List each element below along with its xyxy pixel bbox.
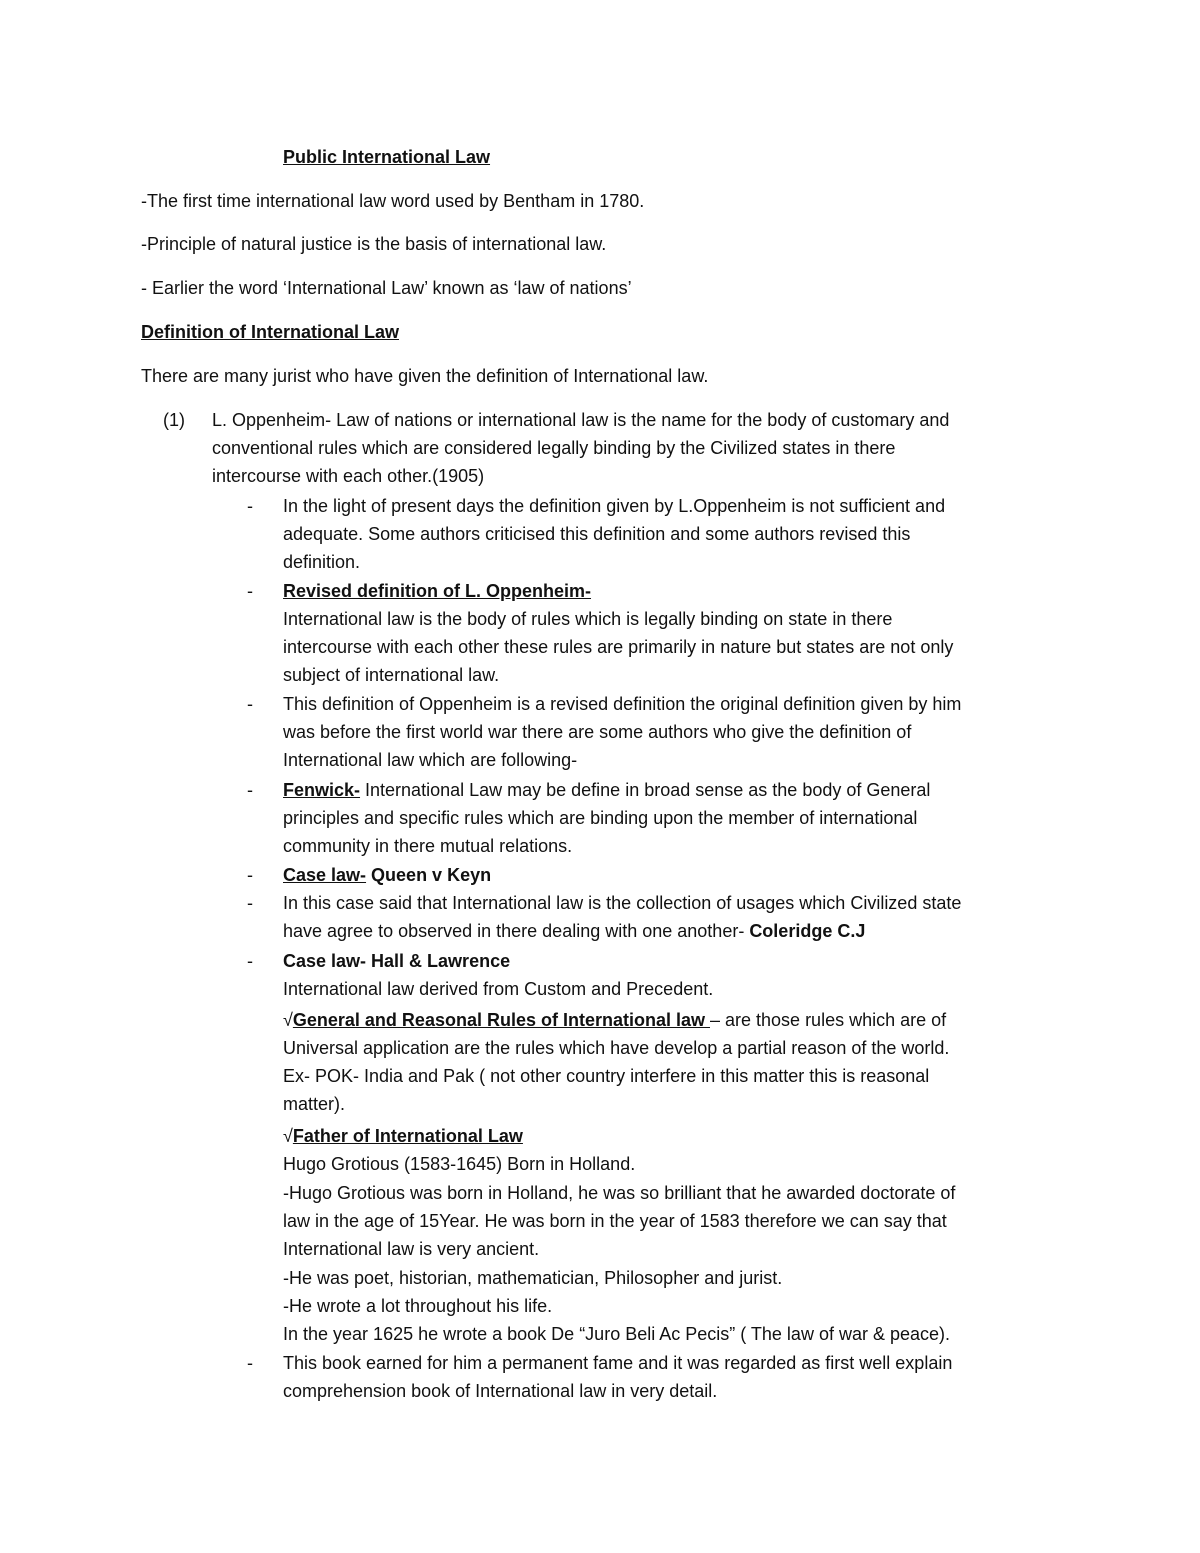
bullet1-line-3: definition. (283, 552, 361, 572)
bullet-dash: - (247, 581, 253, 601)
hall-lawrence-line: International law derived from Custom and Precedent. (283, 979, 714, 999)
bullet6-text: have agree to observed in there dealing with one another- (283, 921, 750, 941)
page-title: Public International Law (283, 147, 491, 167)
bullet-dash: - (247, 893, 253, 913)
fenwick-line-3: community in there mutual relations. (283, 836, 573, 856)
father-heading-line (283, 1124, 523, 1148)
rules-text: – are those rules which are of (710, 1010, 947, 1030)
bullet1-line-2: adequate. Some authors criticised this definition and some authors revised this (283, 524, 911, 544)
fenwick-label: Fenwick- (283, 780, 361, 800)
bullet-dash: - (247, 694, 253, 714)
bullet6-line-1: In this case said that International law is the collection of usages which Civilized state (283, 893, 962, 913)
bullet6-line-2 (283, 919, 865, 943)
bullet-dash: - (247, 1353, 253, 1373)
bullet-dash: - (247, 780, 253, 800)
father-line-5: -He was poet, historian, mathematician, Philosopher and jurist. (283, 1268, 783, 1288)
bullet-dash: - (247, 496, 253, 516)
father-line-2: -Hugo Grotious was born in Holland, he was so brilliant that he awarded doctorate of (283, 1183, 956, 1203)
fenwick-line-2: principles and specific rules which are binding upon the member of international (283, 808, 918, 828)
rules-line-4: matter). (283, 1094, 346, 1114)
fenwick-text: International Law may be define in broad sense as the body of General (360, 780, 931, 800)
list-number: (1) (163, 410, 185, 430)
item1-line-2: conventional rules which are considered legally binding by the Civilized states in there (212, 438, 896, 458)
case-law-queen-keyn (283, 863, 491, 887)
case-law-hall-lawrence: Case law- Hall & Lawrence (283, 951, 511, 971)
bullet3-line-3: International law which are following- (283, 750, 578, 770)
bullet2-line-3: subject of international law. (283, 665, 500, 685)
bullet2-line-2: intercourse with each other these rules are primarily in nature but states are not only (283, 637, 954, 657)
bullet2-line-1: International law is the body of rules which is legally binding on state in there (283, 609, 893, 629)
father-line-6: -He wrote a lot throughout his life. (283, 1296, 553, 1316)
rules-line-1 (283, 1008, 946, 1032)
father-line-4: International law is very ancient. (283, 1239, 540, 1259)
fenwick-line-1 (283, 778, 930, 802)
item1-line-1: L. Oppenheim- Law of nations or international law is the name for the body of customary and (212, 410, 950, 430)
father-line-1: Hugo Grotious (1583-1645) Born in Holland. (283, 1154, 636, 1174)
judge-name: Coleridge C.J (749, 921, 866, 941)
definition-heading: Definition of International Law (141, 322, 399, 342)
bullet1-line-1: In the light of present days the definition given by L.Oppenheim is not sufficient and (283, 496, 946, 516)
father-line-3: law in the age of 15Year. He was born in the year of 1583 therefore we can say that (283, 1211, 947, 1231)
check-icon: √ (283, 1126, 293, 1146)
rules-line-3: Ex- POK- India and Pak ( not other country interfere in this matter this is reasonal (283, 1066, 930, 1086)
father-line-7: In the year 1625 he wrote a book De “Juro Beli Ac Pecis” ( The law of war & peace). (283, 1324, 951, 1344)
definition-intro: There are many jurist who have given the definition of International law. (141, 366, 709, 386)
bullet-dash: - (247, 951, 253, 971)
revised-definition-heading: Revised definition of L. Oppenheim- (283, 581, 592, 601)
intro-line-3: - Earlier the word ‘International Law’ known as ‘law of nations’ (141, 278, 632, 298)
bullet-dash: - (247, 865, 253, 885)
case-name: Queen v Keyn (366, 865, 492, 885)
intro-line-2: -Principle of natural justice is the basis of international law. (141, 234, 607, 254)
bullet8-line-2: comprehension book of International law in very detail. (283, 1381, 718, 1401)
case-law-label: Case law- (283, 865, 367, 885)
bullet3-line-2: was before the first world war there are some authors who give the definition of (283, 722, 912, 742)
check-icon: √ (283, 1010, 293, 1030)
rules-heading: General and Reasonal Rules of International law (292, 1010, 710, 1030)
item1-line-3: intercourse with each other.(1905) (212, 466, 485, 486)
father-heading: Father of International Law (292, 1126, 523, 1146)
rules-line-2: Universal application are the rules which have develop a partial reason of the world. (283, 1038, 950, 1058)
bullet8-line-1: This book earned for him a permanent fame and it was regarded as first well explain (283, 1353, 953, 1373)
bullet3-line-1: This definition of Oppenheim is a revised definition the original definition given by him (283, 694, 962, 714)
intro-line-1: -The first time international law word used by Bentham in 1780. (141, 191, 645, 211)
